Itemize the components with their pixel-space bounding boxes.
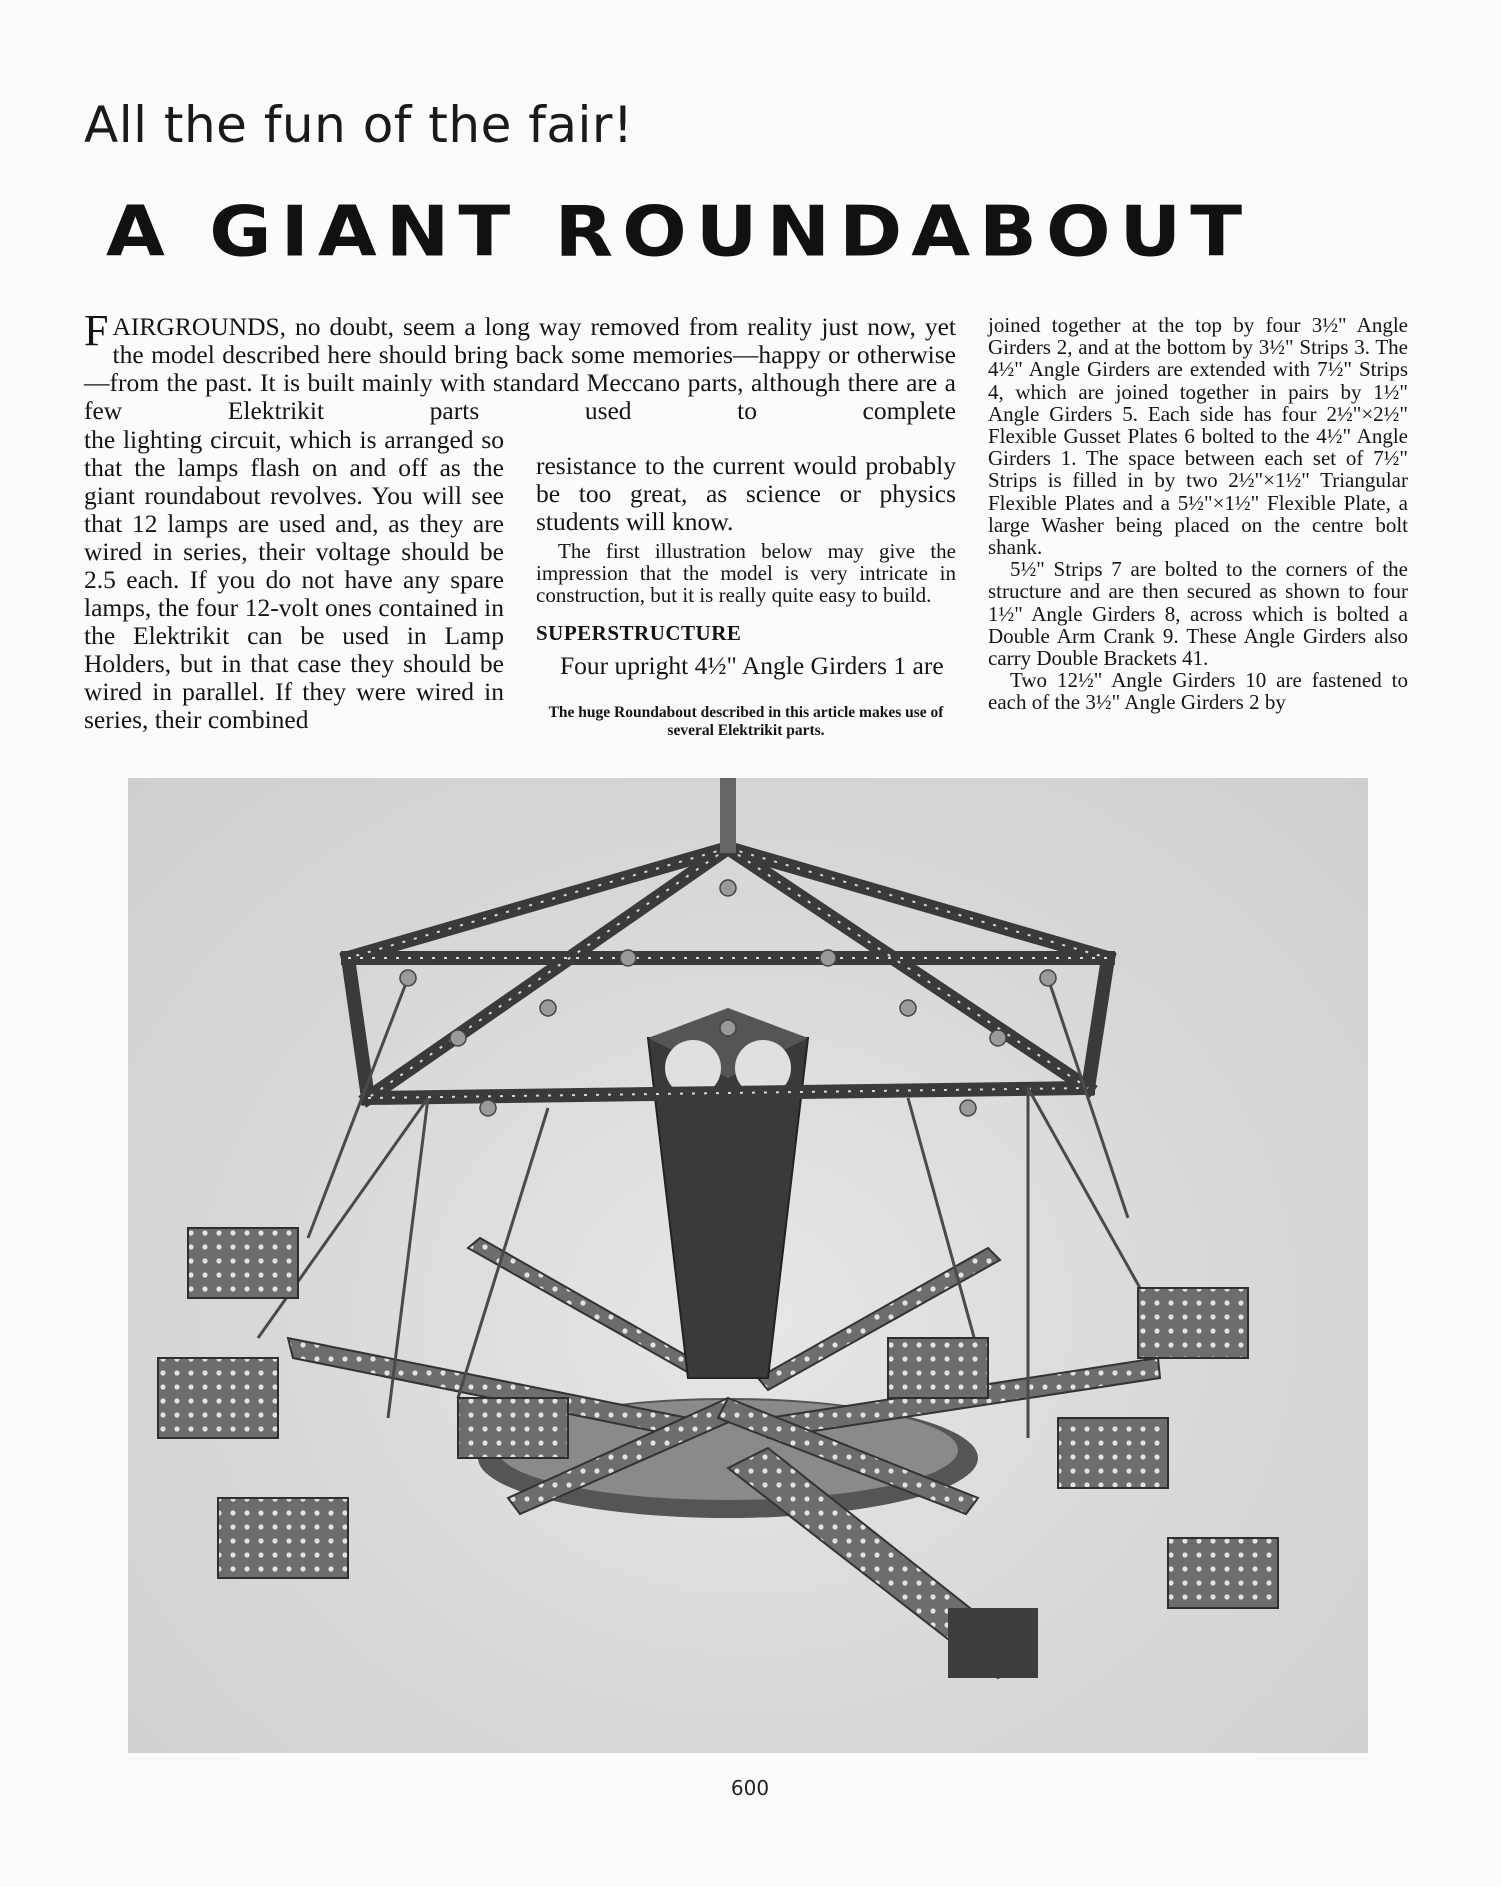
page-number: 600 [730,1776,770,1800]
section-heading-superstructure: SUPERSTRUCTURE [536,621,742,645]
drop-cap: F [84,306,109,355]
column-2-continuation: resistance to the current would probably be too great, as science or physics students will know. [536,451,956,536]
column-2-paragraph: The first illustration below may give the impression that the model is very intricate in construction, but it is really quite easy to build. [536,539,956,607]
column-1-text: the lighting circuit, which is arranged so that the lamps flash on and off as the giant roundabout revolves. You will see that 12 lamps are used and, as they are wired in series, their voltage should be 2.5 each. If you do not have any spare lamps, the four 12-volt ones contained in the Elektrikit can be used in Lamp Holders, but in that case they should be wired in parallel. If they were wired in series, their combined [84,425,504,734]
lead-paragraph [84,306,956,425]
column-2 [536,452,956,740]
top-spindle [720,778,736,853]
column-3-paragraph: joined together at the top by four 3½" Angle Girders 2, and at the bottom by 3½" Strips 3. The 4½" Angle Girders are extended with 7½" Strips 4, which are joined together in pairs by 1½" Angle Girders 5. Each side has four 2½"×2½" Flexible Gusset Plates 6 bolted to the 4½" Angle Girders 1. The space between each set of 7½" Strips is filled in by two 2½"×1½" Triangular Flexible Plates and a 5½"×1½" Flexible Plate, a large Washer being placed on the centre bolt shank. [988,313,1408,560]
column-2-opening: Four upright 4½" Angle Girders 1 are [560,651,944,680]
column-3-paragraph: Two 12½" Angle Girders 10 are fastened to each of the 3½" Angle Girders 2 by [988,668,1408,715]
column-3-paragraph: 5½" Strips 7 are bolted to the corners of the structure and are then secured as shown to four 1½" Angle Girders 8, across which is bolted a Double Arm Crank 9. These Angle Girders also carry Double Brackets 41. [988,557,1408,671]
photo-caption: The huge Roundabout described in this article makes use of several Elektrikit parts. [548,704,944,739]
motor-unit [948,1608,1038,1678]
column-1 [84,426,504,734]
lead-text: AIRGROUNDS, no doubt, seem a long way removed from reality just now, yet the model described here should bring back some memories—happy or otherwise—from the past. It is built mainly with standard Meccano parts, although there are a few Elektrikit parts used to complete [84,312,956,425]
roundabout-illustration [128,778,1368,1753]
roundabout-photo [128,778,1368,1753]
column-3 [988,314,1408,714]
kicker-title: All the fun of the fair! [84,96,634,154]
page-title: A GIANT ROUNDABOUT [106,190,1252,272]
